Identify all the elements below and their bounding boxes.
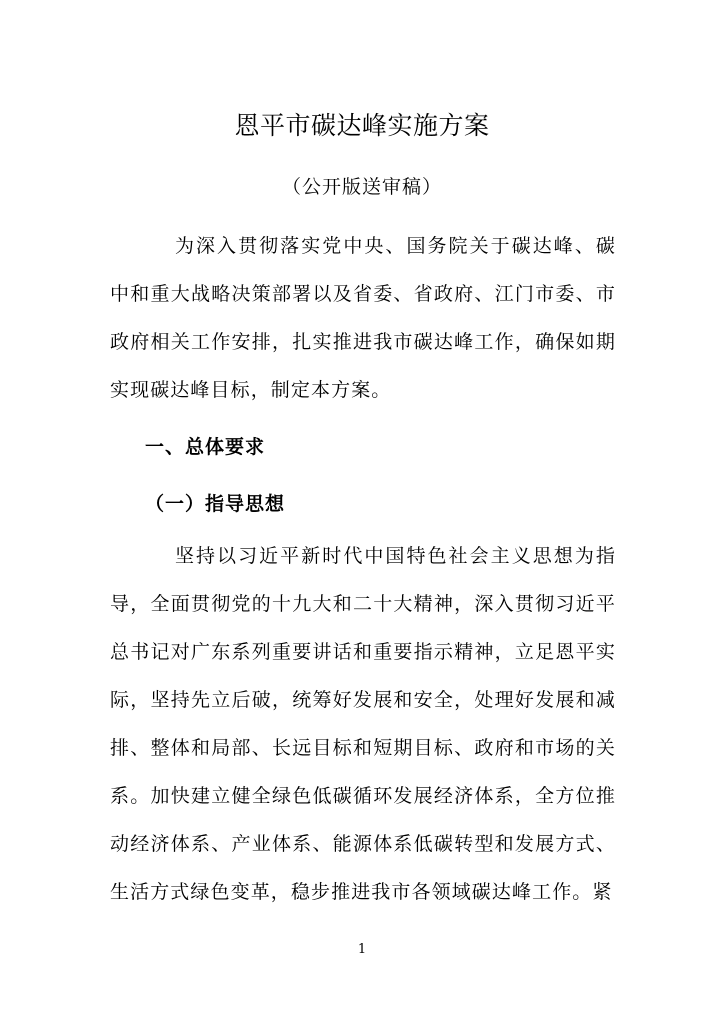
section-heading-general-requirements: 一、总体要求 bbox=[145, 436, 266, 458]
intro-paragraph bbox=[110, 222, 616, 414]
guiding-ideology-text: 坚持以习近平新时代中国特色社会主义思想为指导，全面贯彻党的十九大和二十大精神，深入贯彻习近平总书记对广东系列重要讲话和重要指示精神，立足恩平实际，坚持先立后破，统筹好发展和安全，处理好发展和减排、整体和局部、长远目标和短期目标、政府和市场的关系。加快建立健全绿色低碳循环发展经济体系，全方位推动经济体系、产业体系、能源体系低碳转型和发展方式、生活方式绿色变革，稳步推进我市各领域碳达峰工作。紧 bbox=[110, 545, 616, 903]
subsection-heading-guiding-ideology: （一）指导思想 bbox=[145, 493, 286, 515]
page-number: 1 bbox=[357, 942, 367, 957]
guiding-ideology-paragraph bbox=[110, 532, 616, 916]
document-title: 恩平市碳达峰实施方案 bbox=[234, 111, 490, 140]
document-subtitle: （公开版送审稿） bbox=[281, 176, 442, 198]
intro-text: 为深入贯彻落实党中央、国务院关于碳达峰、碳中和重大战略决策部署以及省委、省政府、江门市委、市政府相关工作安排，扎实推进我市碳达峰工作，确保如期实现碳达峰目标，制定本方案。 bbox=[110, 235, 616, 401]
